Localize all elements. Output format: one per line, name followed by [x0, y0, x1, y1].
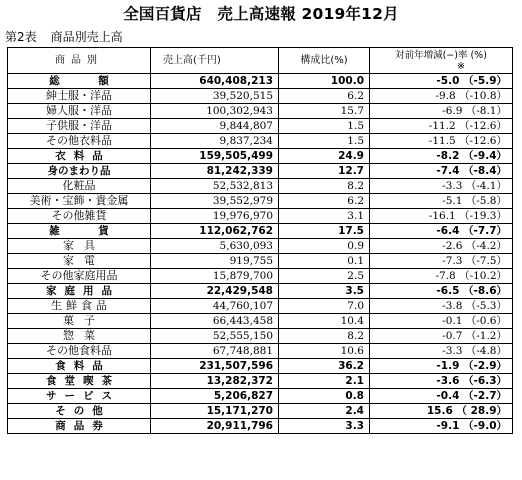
cell-category: 身のまわり品	[8, 164, 151, 179]
table-row	[8, 269, 513, 284]
cell-change: 15.6 （ 28.9）	[370, 404, 513, 419]
cell-category: 美術・宝飾・貴金属	[8, 194, 151, 209]
cell-sales: 9,844,807	[151, 119, 279, 134]
cell-ratio: 0.1	[279, 254, 370, 269]
header-change	[370, 48, 513, 74]
cell-change: -3.3 （-4.1）	[370, 179, 513, 194]
cell-change: -7.4 （-8.4）	[370, 164, 513, 179]
table-row	[8, 194, 513, 209]
cell-change: -7.8 （-10.2）	[370, 269, 513, 284]
table-row-total	[8, 224, 513, 239]
cell-sales: 15,171,270	[151, 404, 279, 419]
cell-change: -0.7 （-1.2）	[370, 329, 513, 344]
cell-change: -1.9 （-2.9）	[370, 359, 513, 374]
cell-sales: 19,976,970	[151, 209, 279, 224]
cell-sales: 39,520,515	[151, 89, 279, 104]
cell-change: -6.5 （-8.6）	[370, 284, 513, 299]
table-row	[8, 344, 513, 359]
table-body	[8, 74, 513, 434]
cell-ratio: 24.9	[279, 149, 370, 164]
cell-ratio: 3.1	[279, 209, 370, 224]
cell-category: 衣料品	[8, 149, 151, 164]
cell-change: -0.1 （-0.6）	[370, 314, 513, 329]
table-row	[8, 119, 513, 134]
cell-category: 家庭用品	[8, 284, 151, 299]
cell-category: サービス	[8, 389, 151, 404]
cell-category: 化粧品	[8, 179, 151, 194]
cell-ratio: 0.9	[279, 239, 370, 254]
cell-ratio: 2.4	[279, 404, 370, 419]
cell-category: 食堂喫茶	[8, 374, 151, 389]
cell-ratio: 3.5	[279, 284, 370, 299]
cell-change: -2.6 （-4.2）	[370, 239, 513, 254]
cell-sales: 67,748,881	[151, 344, 279, 359]
header-category: 商品別	[8, 48, 151, 74]
cell-ratio: 10.6	[279, 344, 370, 359]
table-row-total	[8, 374, 513, 389]
cell-sales: 22,429,548	[151, 284, 279, 299]
cell-ratio: 8.2	[279, 179, 370, 194]
cell-ratio: 100.0	[279, 74, 370, 89]
cell-ratio: 0.8	[279, 389, 370, 404]
cell-ratio: 1.5	[279, 134, 370, 149]
cell-sales: 112,062,762	[151, 224, 279, 239]
cell-ratio: 17.5	[279, 224, 370, 239]
page-title: 全国百貨店 売上高速報 2019年12月	[123, 5, 399, 23]
cell-category: 子供服・洋品	[8, 119, 151, 134]
table-row	[8, 314, 513, 329]
table-row-total	[8, 149, 513, 164]
cell-sales: 15,879,700	[151, 269, 279, 284]
cell-category: 総 額	[8, 74, 151, 89]
cell-sales: 100,302,943	[151, 104, 279, 119]
cell-ratio: 6.2	[279, 194, 370, 209]
cell-category: その他家庭用品	[8, 269, 151, 284]
cell-sales: 919,755	[151, 254, 279, 269]
cell-sales: 640,408,213	[151, 74, 279, 89]
cell-change: -0.4 （-2.7）	[370, 389, 513, 404]
cell-category: その他雑貨	[8, 209, 151, 224]
header-sales: 売上高(千円)	[151, 48, 279, 74]
table-row-total	[8, 284, 513, 299]
cell-sales: 66,443,458	[151, 314, 279, 329]
table-row	[8, 254, 513, 269]
cell-ratio: 6.2	[279, 89, 370, 104]
cell-ratio: 10.4	[279, 314, 370, 329]
header-ratio: 構成比(%)	[279, 48, 370, 74]
table-row-total	[8, 359, 513, 374]
cell-sales: 20,911,796	[151, 419, 279, 434]
cell-sales: 5,206,827	[151, 389, 279, 404]
cell-change: -5.0 （-5.9）	[370, 74, 513, 89]
cell-sales: 159,505,499	[151, 149, 279, 164]
cell-category: 雑 貨	[8, 224, 151, 239]
cell-category: 食料品	[8, 359, 151, 374]
cell-category: 生鮮食品	[8, 299, 151, 314]
cell-category: 惣菜	[8, 329, 151, 344]
cell-ratio: 3.3	[279, 419, 370, 434]
cell-sales: 39,552,979	[151, 194, 279, 209]
cell-ratio: 2.5	[279, 269, 370, 284]
cell-change: -6.4 （-7.7）	[370, 224, 513, 239]
table-row-total	[8, 419, 513, 434]
cell-category: その他衣料品	[8, 134, 151, 149]
cell-change: -11.5 （-12.6）	[370, 134, 513, 149]
table-row	[8, 179, 513, 194]
table-row	[8, 209, 513, 224]
cell-sales: 44,760,107	[151, 299, 279, 314]
cell-sales: 5,630,093	[151, 239, 279, 254]
table-row-total	[8, 389, 513, 404]
cell-category: その他	[8, 404, 151, 419]
cell-ratio: 2.1	[279, 374, 370, 389]
header-change-note: ※	[457, 60, 465, 72]
header-change-label: 対前年増減(−)率 (%)	[395, 49, 487, 61]
cell-change: -3.3 （-4.8）	[370, 344, 513, 359]
cell-ratio: 8.2	[279, 329, 370, 344]
cell-category: 商品券	[8, 419, 151, 434]
cell-category: 紳士服・洋品	[8, 89, 151, 104]
table-row-total	[8, 404, 513, 419]
cell-ratio: 7.0	[279, 299, 370, 314]
cell-change: -8.2 （-9.4）	[370, 149, 513, 164]
table-row	[8, 239, 513, 254]
table-row	[8, 299, 513, 314]
table-row-total	[8, 74, 513, 89]
table-row	[8, 104, 513, 119]
table-row	[8, 134, 513, 149]
cell-category: 婦人服・洋品	[8, 104, 151, 119]
cell-ratio: 12.7	[279, 164, 370, 179]
cell-change: -5.1 （-5.8）	[370, 194, 513, 209]
cell-ratio: 15.7	[279, 104, 370, 119]
cell-ratio: 1.5	[279, 119, 370, 134]
cell-sales: 52,555,150	[151, 329, 279, 344]
cell-category: 家具	[8, 239, 151, 254]
cell-change: -3.6 （-6.3）	[370, 374, 513, 389]
table-header-row	[8, 48, 513, 74]
cell-change: -16.1 （-19.3）	[370, 209, 513, 224]
table-name: 商品別売上高	[50, 30, 123, 44]
cell-change: -9.8 （-10.8）	[370, 89, 513, 104]
table-row	[8, 329, 513, 344]
cell-change: -6.9 （-8.1）	[370, 104, 513, 119]
table-subtitle	[5, 29, 123, 45]
cell-change: -9.1 （-9.0）	[370, 419, 513, 434]
cell-category: 菓子	[8, 314, 151, 329]
cell-sales: 13,282,372	[151, 374, 279, 389]
cell-sales: 81,242,339	[151, 164, 279, 179]
cell-change: -3.8 （-5.3）	[370, 299, 513, 314]
cell-ratio: 36.2	[279, 359, 370, 374]
cell-category: 家電	[8, 254, 151, 269]
cell-change: -7.3 （-7.5）	[370, 254, 513, 269]
cell-change: -11.2 （-12.6）	[370, 119, 513, 134]
table-row-total	[8, 164, 513, 179]
cell-sales: 52,532,813	[151, 179, 279, 194]
cell-category: その他食料品	[8, 344, 151, 359]
sales-by-category-table	[7, 47, 513, 434]
table-row	[8, 89, 513, 104]
cell-sales: 231,507,596	[151, 359, 279, 374]
table-number: 第2表	[5, 30, 37, 44]
cell-sales: 9,837,234	[151, 134, 279, 149]
